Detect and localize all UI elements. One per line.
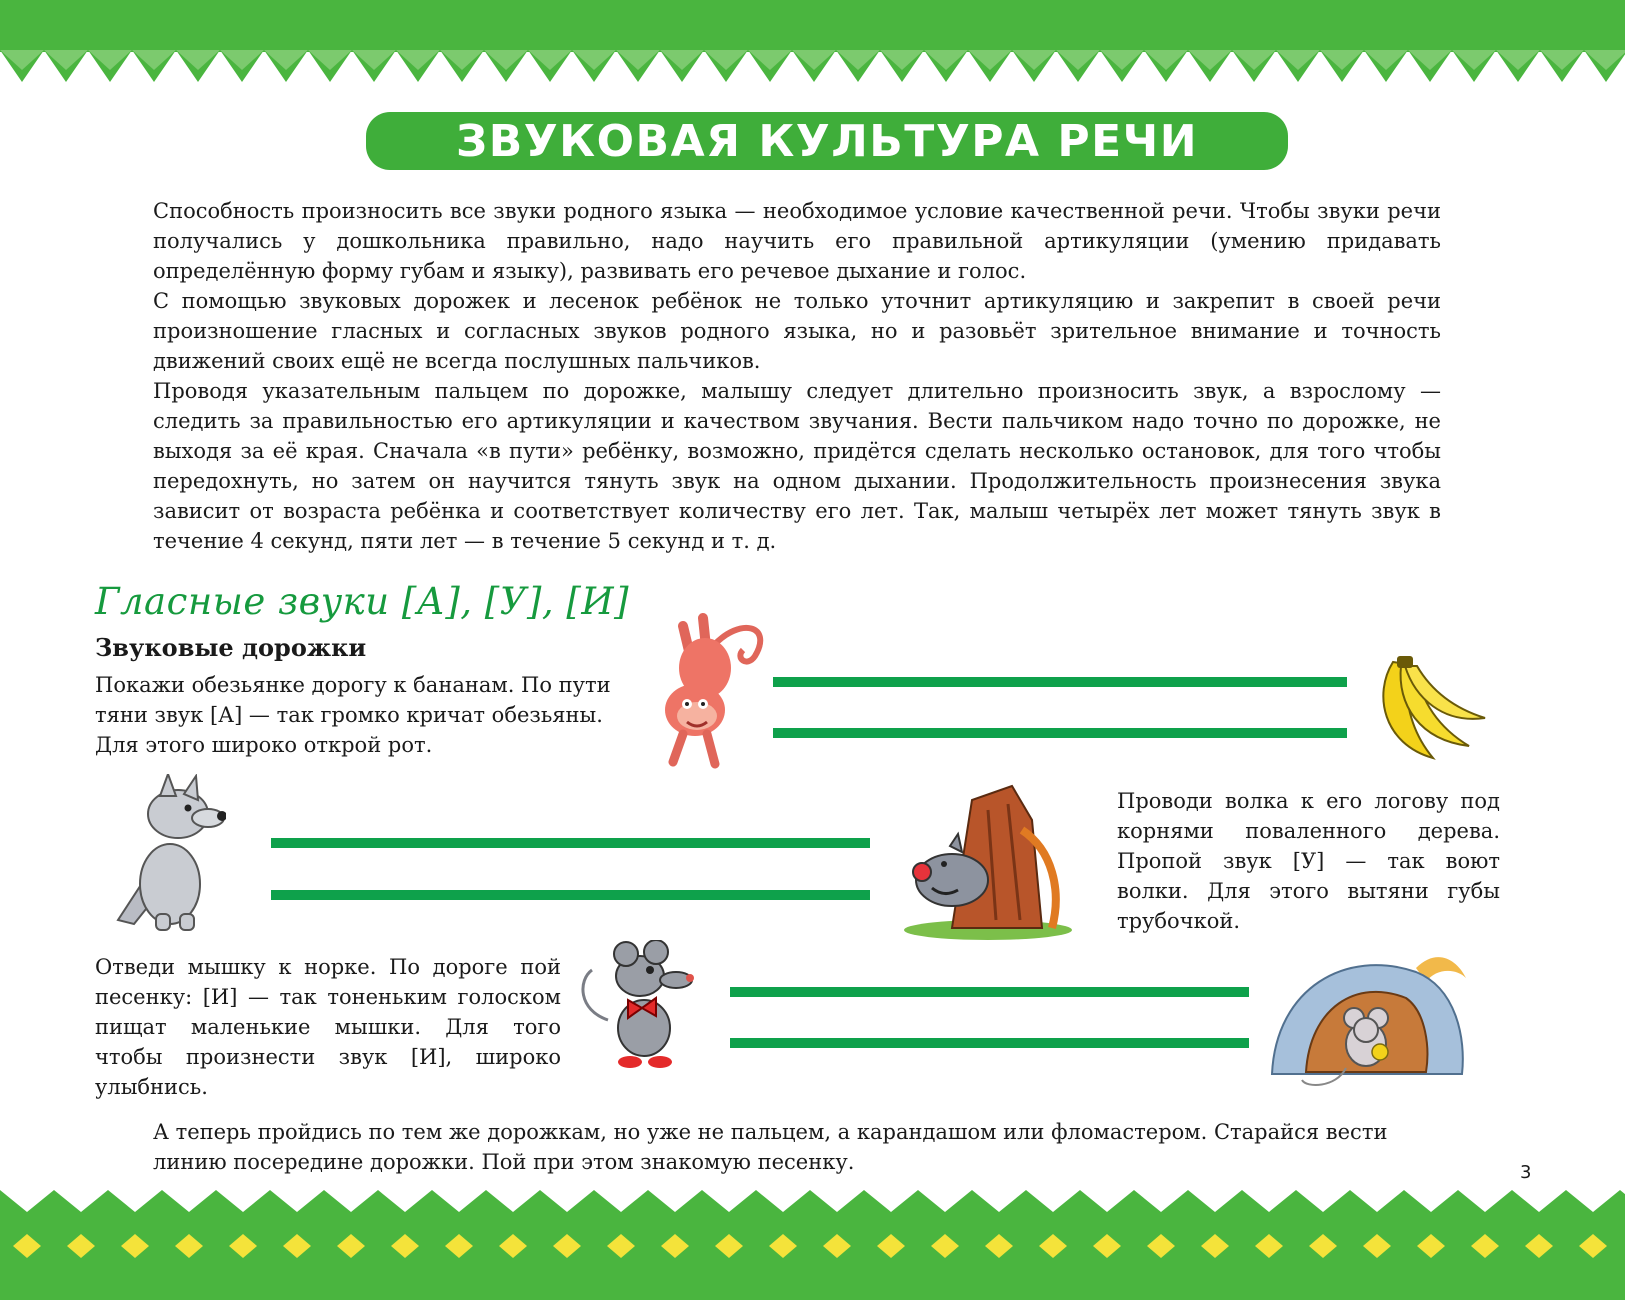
monkey-track-bottom-line [773,728,1347,738]
wolf-illustration [108,774,226,934]
wolf-den-illustration [892,780,1072,940]
intro-paragraph-3: Проводя указательным пальцем по дорожке, малышу следует длительно произносить звук, а взрослому — следить за правильностью его артикуляции и качеством звучания. Вести пальчиком надо точно по дорожке, не выходя за её края. Сначала «в пути» ребёнку, возможно, придётся сделать несколько остановок, для того чтобы передохнуть, но затем он научится тянуть звук на одном дыхании. Продолжительность произнесения звука зависит от возраста ребёнка и соответствует количеству его лет. Так, малыш четырёх лет может тянуть звук в течение 4 секунд, пяти лет — в течение 5 секунд и т. д. [153,379,1441,553]
bottom-decorative-border [0,1190,1625,1300]
mouse-track-top-line [730,987,1249,997]
sub-heading: Звуковые дорожки [95,633,367,662]
intro-text [153,196,1441,556]
section-heading: Гласные звуки [А], [У], [И] [95,580,630,623]
top-decorative-border [0,0,1625,92]
wolf-exercise-text: Проводи волка к его логову под корнями поваленного дерева. Пропой звук [У] — так воют волки. Для этого вытяни губы трубочкой. [1117,789,1500,933]
intro-paragraph-1: Способность произносить все звуки родного языка — необходимое условие качественной речи. Чтобы звуки речи получались у дошкольника правильно, надо научить его правильной артикуляции (умению придавать определённую форму губам и языку), развивать его речевое дыхание и голос. [153,199,1441,283]
wolf-track-top-line [271,838,870,848]
monkey-track-top-line [773,677,1347,687]
monkey-illustration [643,606,771,772]
intro-paragraph-2: С помощью звуковых дорожек и лесенок ребёнок не только уточнит артикуляцию и закрепит в своей речи произношение гласных и согласных звуков родного языка, но и разовьёт зрительное внимание и точность движений своих ещё не всегда послушных пальчиков. [153,289,1441,373]
mouse-track-bottom-line [730,1038,1249,1048]
mouse-exercise-text: Отведи мышку к норке. По дороге пой песенку: [И] — так тоненьким голоском пищат маленькие мышки. Для того чтобы произнести звук [И], широко улыбнись. [95,955,561,1099]
closing-instruction-text: А теперь пройдись по тем же дорожкам, но уже не пальцем, а карандашом или фломастером. Старайся вести линию посередине дорожки. Пой при этом знакомую песенку. [153,1120,1388,1174]
title-banner [366,112,1288,170]
mouse-burrow-illustration [1266,948,1476,1098]
mouse-illustration [578,940,708,1072]
page-number: 3 [1520,1162,1532,1183]
wolf-track-bottom-line [271,890,870,900]
page-title: ЗВУКОВАЯ КУЛЬТУРА РЕЧИ [455,115,1199,167]
bananas-illustration [1373,654,1493,764]
monkey-exercise-text: Покажи обезьянке дорогу к бананам. По пути тяни звук [А] — так громко кричат обезьяны. Для этого широко открой рот. [95,673,611,757]
